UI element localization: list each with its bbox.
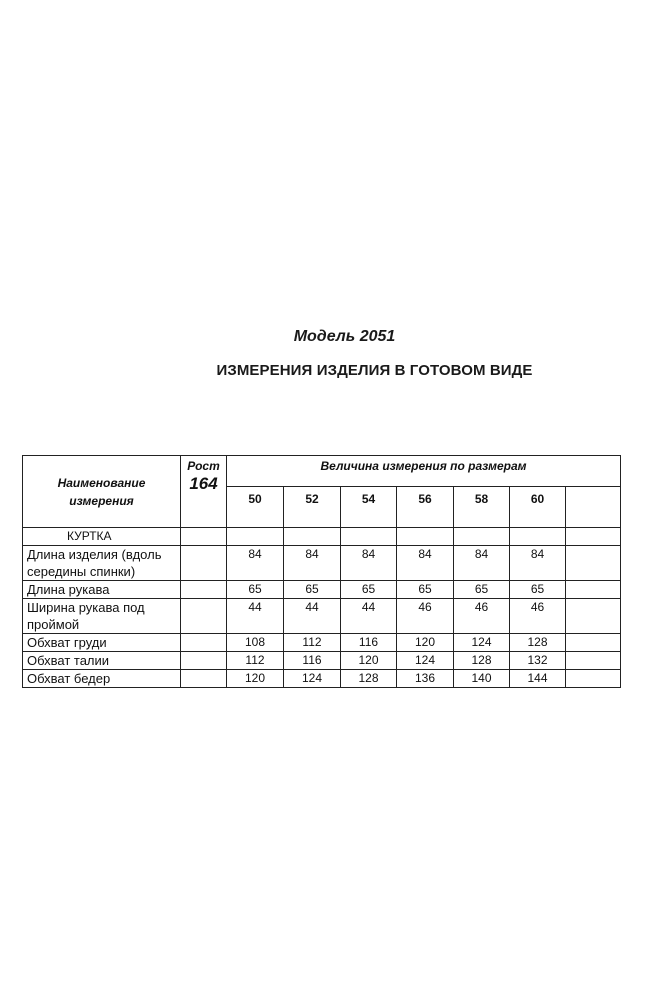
- table-row: [23, 599, 621, 634]
- value-cell: 116: [284, 652, 341, 670]
- height-column-cell: [181, 599, 227, 634]
- height-value: 164: [189, 474, 218, 493]
- table-row: [23, 581, 621, 599]
- header-height: [181, 456, 227, 528]
- value-cell: 44: [341, 599, 397, 634]
- value-cell: 120: [397, 634, 454, 652]
- value-cell: 112: [284, 634, 341, 652]
- value-cell: 116: [341, 634, 397, 652]
- value-cell: 144: [510, 670, 566, 688]
- value-cell: 120: [341, 652, 397, 670]
- value-cell: 65: [397, 581, 454, 599]
- empty-cell: [181, 528, 227, 546]
- size-header-cell: 54: [341, 487, 397, 528]
- value-cell: 65: [454, 581, 510, 599]
- section-label: КУРТКА: [23, 528, 181, 546]
- value-cell: 84: [284, 546, 341, 581]
- value-cell: 112: [227, 652, 284, 670]
- empty-cell: [566, 528, 621, 546]
- height-column-cell: [181, 634, 227, 652]
- measurement-label: Обхват талии: [23, 652, 181, 670]
- value-cell: [566, 599, 621, 634]
- value-cell: 84: [227, 546, 284, 581]
- measurement-label: Обхват груди: [23, 634, 181, 652]
- empty-cell: [397, 528, 454, 546]
- measurement-label: Ширина рукава под проймой: [23, 599, 181, 634]
- table-row: [23, 634, 621, 652]
- value-cell: 46: [454, 599, 510, 634]
- value-cell: 124: [397, 652, 454, 670]
- value-cell: [566, 546, 621, 581]
- value-cell: 124: [454, 634, 510, 652]
- empty-cell: [341, 528, 397, 546]
- value-cell: [566, 581, 621, 599]
- height-column-cell: [181, 652, 227, 670]
- empty-cell: [227, 528, 284, 546]
- height-column-cell: [181, 546, 227, 581]
- empty-cell: [510, 528, 566, 546]
- empty-cell: [284, 528, 341, 546]
- height-column-cell: [181, 670, 227, 688]
- table-row: [23, 652, 621, 670]
- value-cell: [566, 670, 621, 688]
- table-row: [23, 670, 621, 688]
- value-cell: 108: [227, 634, 284, 652]
- measurement-label: Длина изделия (вдоль середины спинки): [23, 546, 181, 581]
- model-title: Модель 2051: [293, 328, 396, 345]
- value-cell: 65: [510, 581, 566, 599]
- value-cell: 128: [341, 670, 397, 688]
- value-cell: [566, 652, 621, 670]
- measurement-label: Длина рукава: [23, 581, 181, 599]
- height-label: Рост: [187, 459, 220, 473]
- value-cell: 120: [227, 670, 284, 688]
- value-cell: 44: [227, 599, 284, 634]
- value-cell: 136: [397, 670, 454, 688]
- value-cell: 65: [341, 581, 397, 599]
- size-header-cell: 50: [227, 487, 284, 528]
- value-cell: 65: [284, 581, 341, 599]
- value-cell: 128: [510, 634, 566, 652]
- measurement-label: Обхват бедер: [23, 670, 181, 688]
- height-column-cell: [181, 581, 227, 599]
- value-cell: 46: [397, 599, 454, 634]
- value-cell: 140: [454, 670, 510, 688]
- size-header-cell: 52: [284, 487, 341, 528]
- value-cell: 44: [284, 599, 341, 634]
- value-cell: 84: [510, 546, 566, 581]
- header-measurement-name: Наименование измерения: [23, 456, 181, 528]
- size-header-cell: 58: [454, 487, 510, 528]
- value-cell: 84: [454, 546, 510, 581]
- measurement-table: [22, 455, 621, 688]
- value-cell: 128: [454, 652, 510, 670]
- value-cell: 46: [510, 599, 566, 634]
- section-row: [23, 528, 621, 546]
- size-header-cell: [566, 487, 621, 528]
- size-header-cell: 60: [510, 487, 566, 528]
- value-cell: 84: [397, 546, 454, 581]
- value-cell: 124: [284, 670, 341, 688]
- table-row: [23, 546, 621, 581]
- value-cell: 132: [510, 652, 566, 670]
- header-size-group: Величина измерения по размерам: [227, 456, 621, 487]
- value-cell: 65: [227, 581, 284, 599]
- value-cell: 84: [341, 546, 397, 581]
- value-cell: [566, 634, 621, 652]
- document-title: ИЗМЕРЕНИЯ ИЗДЕЛИЯ В ГОТОВОМ ВИДЕ: [216, 362, 533, 379]
- size-header-cell: 56: [397, 487, 454, 528]
- empty-cell: [454, 528, 510, 546]
